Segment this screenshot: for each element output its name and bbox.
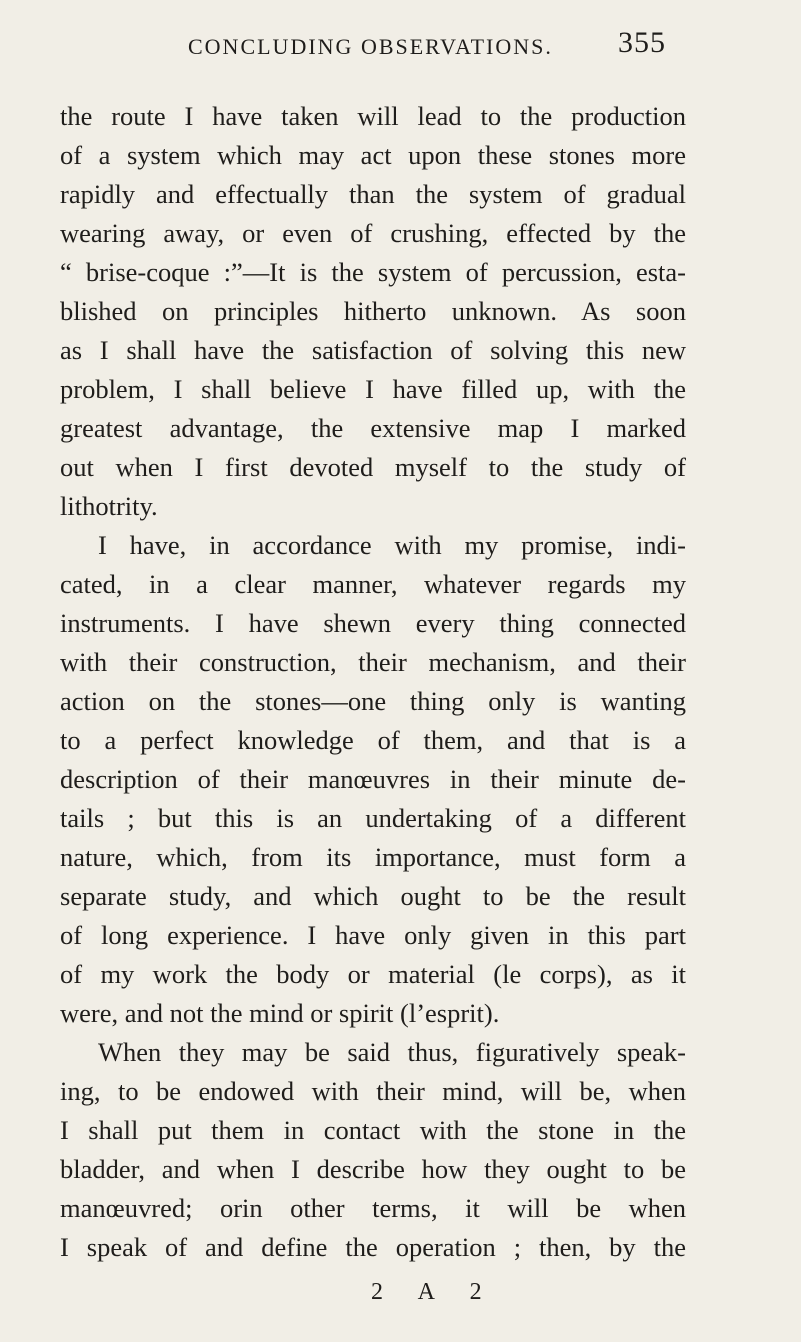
page-number: 355 [618, 26, 666, 59]
text-line: I have, in accordance with my promise, indi- [98, 530, 686, 560]
text-line: problem, I shall believe I have filled up, with the [60, 374, 686, 404]
text-line: description of their manœuvres in their minute de- [60, 764, 686, 794]
text-line: of a system which may act upon these stones more [60, 140, 686, 170]
text-line: bladder, and when I describe how they ought to be [60, 1154, 686, 1184]
text-line: to a perfect knowledge of them, and that is a [60, 725, 686, 755]
text-line: I speak of and define the operation ; then, by the [60, 1232, 686, 1262]
text-line: action on the stones—one thing only is wanting [60, 686, 686, 716]
text-line: cated, in a clear manner, whatever regards my [60, 569, 686, 599]
text-line: rapidly and effectually than the system of gradual [60, 179, 686, 209]
signature-mark: 2 A 2 [371, 1279, 497, 1305]
text-line: greatest advantage, the extensive map I marked [60, 413, 686, 443]
text-line: out when I first devoted myself to the study of [60, 452, 686, 482]
text-line: instruments. I have shewn every thing connected [60, 608, 686, 638]
text-line: as I shall have the satisfaction of solving this new [60, 335, 686, 365]
text-line: When they may be said thus, figuratively speak- [98, 1037, 686, 1067]
text-line: ing, to be endowed with their mind, will be, when [60, 1076, 686, 1106]
text-line: of long experience. I have only given in this part [60, 920, 686, 950]
text-line: of my work the body or material (le corps), as it [60, 959, 686, 989]
text-line: with their construction, their mechanism, and their [60, 647, 686, 677]
text-line: the route I have taken will lead to the production [60, 101, 686, 131]
text-line: wearing away, or even of crushing, effected by the [60, 218, 686, 248]
chapter-title: CONCLUDING OBSERVATIONS. [188, 34, 553, 59]
text-line: manœuvred; orin other terms, it will be when [60, 1193, 686, 1223]
text-line: I shall put them in contact with the stone in the [60, 1115, 686, 1145]
text-line: were, and not the mind or spirit (l’esprit). [60, 998, 500, 1028]
text-line: nature, which, from its importance, must form a [60, 842, 686, 872]
text-line: separate study, and which ought to be the result [60, 881, 686, 911]
text-line: lithotrity. [60, 491, 158, 521]
text-line: blished on principles hitherto unknown. As soon [60, 296, 686, 326]
text-line: tails ; but this is an undertaking of a different [60, 803, 686, 833]
text-line: “ brise-coque :”—It is the system of percussion, esta- [60, 257, 686, 287]
running-header [0, 16, 801, 59]
